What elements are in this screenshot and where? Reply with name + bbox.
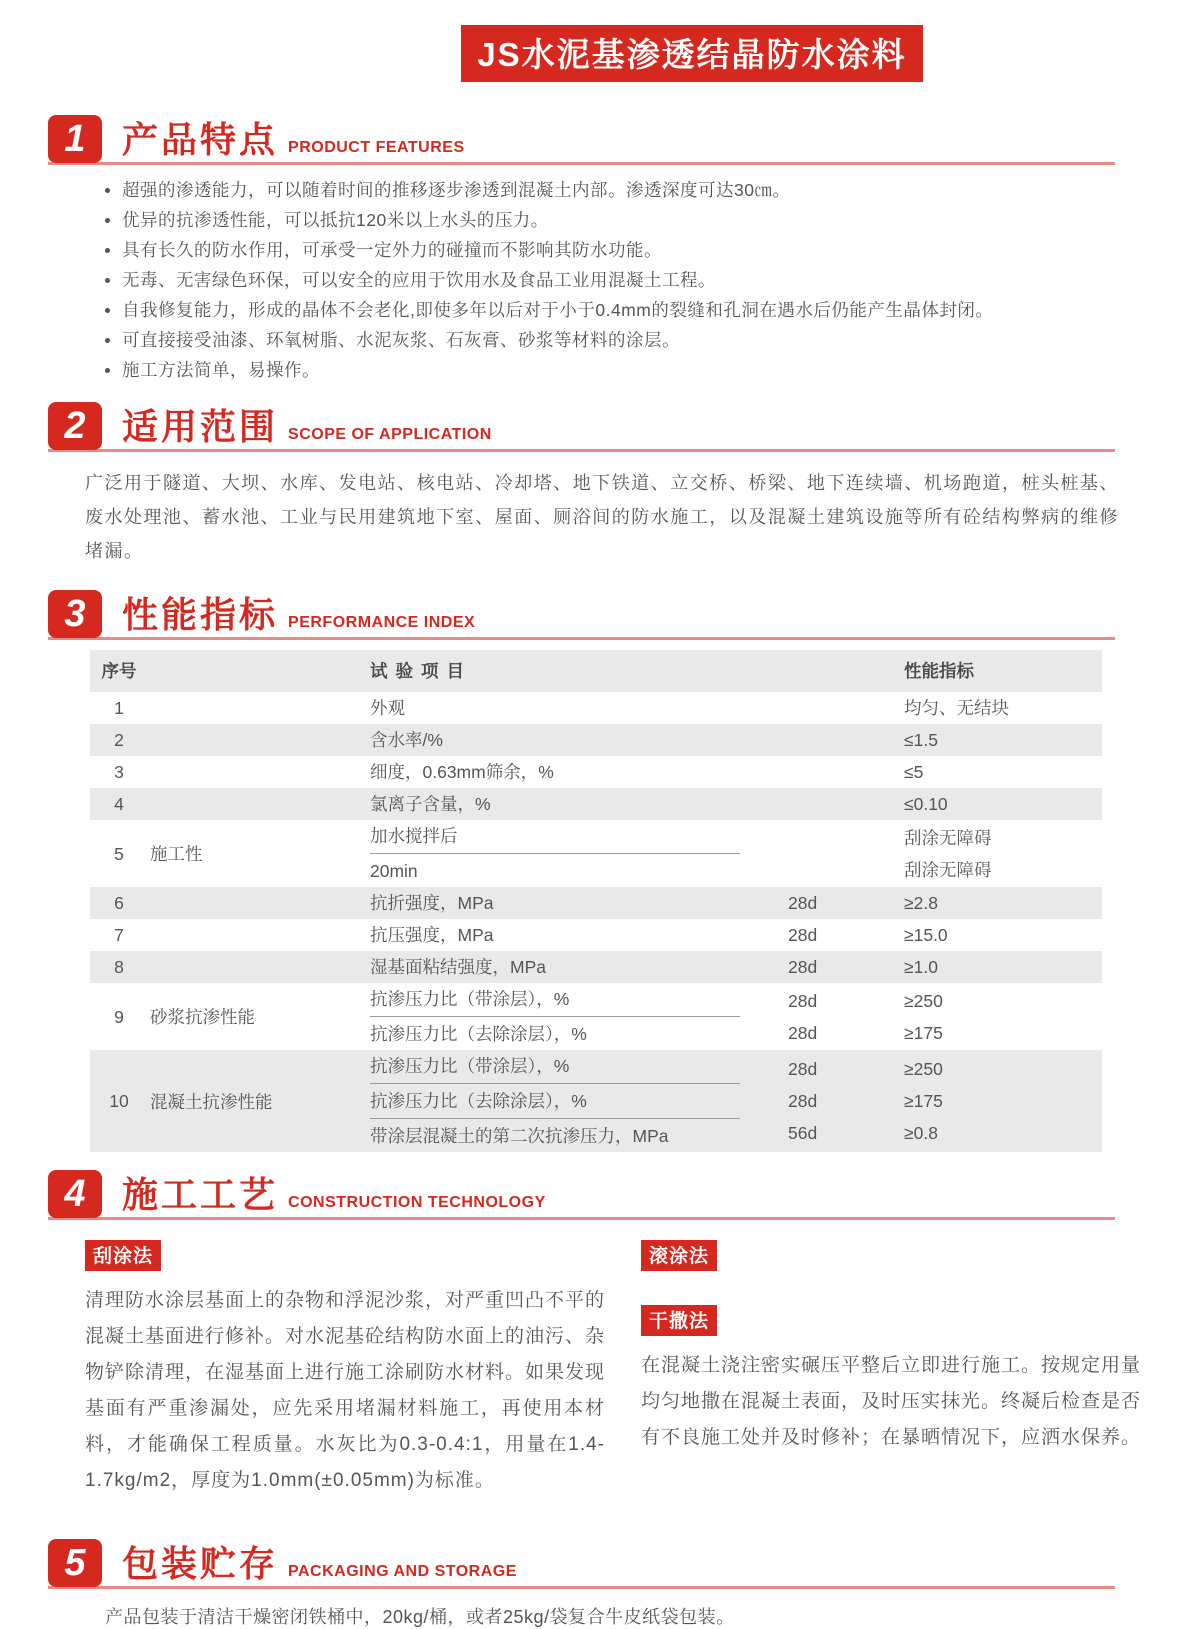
feature-bullet <box>105 299 1129 322</box>
header-cell-index: 性能指标 <box>904 661 974 681</box>
section-number: 1 <box>48 115 102 163</box>
section-title: 产品特点 <box>122 119 279 161</box>
cell-age <box>780 692 890 724</box>
cell-test-item: 加水搅拌后 20min <box>360 820 780 887</box>
section-header-product-features <box>48 115 1115 165</box>
section-number: 3 <box>48 590 102 638</box>
bullet-dot-icon <box>105 278 110 283</box>
cell-index: ≥1.0 <box>904 957 938 977</box>
feature-bullet <box>105 359 1129 382</box>
scrape-method-block <box>85 1240 605 1499</box>
table-row <box>90 756 1102 788</box>
table-row <box>90 951 1102 983</box>
cell-test-item: 抗压强度，MPa <box>370 925 494 945</box>
cell-test-item: 细度，0.63mm筛余，% <box>370 762 554 782</box>
section-number: 5 <box>48 1539 102 1587</box>
feature-bullet <box>105 329 1129 352</box>
section-subtitle: PACKAGING AND STORAGE <box>288 1563 517 1580</box>
section-subtitle: PRODUCT FEATURES <box>288 139 465 156</box>
bullet-dot-icon <box>105 188 110 193</box>
table-row <box>90 887 1102 919</box>
feature-bullet-text: 优异的抗渗透性能，可以抵抗120米以上水头的压力。 <box>122 210 549 230</box>
dry-method-badge: 干撒法 <box>641 1305 717 1336</box>
roll-method-badge: 滚涂法 <box>641 1240 717 1271</box>
table-row <box>90 820 1102 887</box>
cell-age <box>780 756 890 788</box>
table-header-row <box>90 650 1102 692</box>
construction-columns <box>85 1240 1141 1499</box>
cell-category: 混凝土抗渗性能 <box>150 1091 273 1112</box>
cell-test-item: 抗渗压力比（带涂层），% 抗渗压力比（去除涂层），% 带涂层混凝土的第二次抗渗压力，MPa <box>360 1050 780 1152</box>
roll-dry-method-block <box>641 1240 1141 1499</box>
feature-bullet-text: 施工方法简单，易操作。 <box>122 360 320 380</box>
cell-age: 28d <box>788 893 818 913</box>
section-subtitle: CONSTRUCTION TECHNOLOGY <box>288 1194 546 1211</box>
cell-index: ≥250 ≥175 <box>904 990 943 1043</box>
cell-test-item: 湿基面粘结强度，MPa <box>370 957 546 977</box>
item-divider <box>370 1118 740 1119</box>
section-title: 施工工艺 <box>122 1174 279 1216</box>
cell-test-item: 含水率/% <box>370 730 443 750</box>
feature-bullet-text: 无毒、无害绿色环保，可以安全的应用于饮用水及食品工业用混凝土工程。 <box>122 270 716 290</box>
scrape-method-text: 清理防水涂层基面上的杂物和浮泥沙浆，对严重凹凸不平的混凝土基面进行修补。对水泥基砼结构防水面上的油污、杂物铲除清理，在湿基面上进行施工涂刷防水材料。如果发现基面有严重渗漏处，应先采用堵漏材料施工，再使用本材料，才能确保工程质量。水灰比为0.3-0.4:1，用量在1.4-1.7kg/m2，厚度为1.0mm(±0.05mm)为标准。 <box>85 1290 606 1491</box>
bullet-dot-icon <box>105 248 110 253</box>
cell-no: 5 <box>114 843 124 864</box>
cell-test-item: 抗渗压力比（带涂层），% 抗渗压力比（去除涂层），% <box>360 983 780 1050</box>
section-title: 适用范围 <box>122 406 279 448</box>
table-row <box>90 788 1102 820</box>
cell-age <box>780 822 890 886</box>
cell-age: 28d <box>788 925 818 945</box>
feature-bullet <box>105 209 1129 232</box>
section-header-packaging <box>48 1539 1115 1589</box>
cell-no: 8 <box>114 957 124 977</box>
cell-category: 砂浆抗渗性能 <box>150 1007 255 1027</box>
section-subtitle: SCOPE OF APPLICATION <box>288 426 492 443</box>
section-number: 4 <box>48 1170 102 1218</box>
section-title: 性能指标 <box>122 594 279 636</box>
packaging-paragraph: 产品包装于清洁干燥密闭铁桶中，20kg/桶，或者25kg/袋复合牛皮纸袋包装。 <box>105 1607 735 1627</box>
cell-age <box>780 724 890 756</box>
cell-age: 28d <box>788 957 818 977</box>
section-header-performance <box>48 590 1115 640</box>
bullet-dot-icon <box>105 368 110 373</box>
cell-no: 10 <box>109 1091 129 1111</box>
feature-bullet-text: 超强的渗透能力，可以随着时间的推移逐步渗透到混凝土内部。渗透深度可达30㎝。 <box>122 180 791 200</box>
cell-age: 28d 28d <box>788 990 818 1043</box>
feature-bullet-list <box>105 179 1129 382</box>
cell-no: 1 <box>114 698 124 718</box>
cell-no: 3 <box>114 762 124 782</box>
feature-bullet-text: 可直接接受油漆、环氧树脂、水泥灰浆、石灰膏、砂浆等材料的涂层。 <box>122 330 680 350</box>
section-header-construction <box>48 1170 1115 1220</box>
table-row <box>90 1050 1102 1152</box>
header-cell-test-item: 试验项目 <box>370 661 472 681</box>
cell-no: 9 <box>114 1006 124 1027</box>
table-row <box>90 692 1102 724</box>
cell-no: 7 <box>114 925 124 945</box>
cell-index: ≤5 <box>904 762 924 782</box>
cell-test-item: 外观 <box>370 698 405 718</box>
cell-no: 2 <box>114 730 124 750</box>
cell-index: ≥250 ≥175 ≥0.8 <box>904 1059 943 1143</box>
scrape-method-badge: 刮涂法 <box>85 1240 161 1271</box>
header-cell-no: 序号 <box>101 661 137 681</box>
cell-no: 4 <box>114 794 124 814</box>
cell-index: 均匀、无结块 <box>904 698 1009 718</box>
cell-index: 刮涂无障碍 刮涂无障碍 <box>904 827 992 880</box>
cell-age: 28d 28d 56d <box>788 1059 818 1143</box>
section-subtitle: PERFORMANCE INDEX <box>288 614 476 631</box>
cell-index: ≥15.0 <box>904 925 948 945</box>
title-row <box>0 0 1189 82</box>
item-divider <box>370 853 740 854</box>
cell-age <box>780 788 890 820</box>
item-divider <box>370 1016 740 1017</box>
cell-no: 6 <box>114 893 124 913</box>
feature-bullet <box>105 179 1129 202</box>
table-row <box>90 983 1102 1050</box>
product-title-banner: JS水泥基渗透结晶防水涂料 <box>461 25 922 82</box>
cell-index: ≥2.8 <box>904 893 938 913</box>
bullet-dot-icon <box>105 338 110 343</box>
cell-category: 施工性 <box>150 844 203 864</box>
cell-test-item: 氯离子含量，% <box>370 794 491 814</box>
section-number: 2 <box>48 402 102 450</box>
table-row <box>90 724 1102 756</box>
item-divider <box>370 1083 740 1084</box>
bullet-dot-icon <box>105 218 110 223</box>
cell-index: ≤0.10 <box>904 794 948 814</box>
feature-bullet <box>105 269 1129 292</box>
cell-test-item: 抗折强度，MPa <box>370 893 494 913</box>
section-title: 包装贮存 <box>122 1543 279 1585</box>
bullet-dot-icon <box>105 308 110 313</box>
performance-table <box>90 650 1102 1152</box>
cell-index: ≤1.5 <box>904 730 938 750</box>
dry-method-text: 在混凝土浇注密实碾压平整后立即进行施工。按规定用量均匀地撒在混凝土表面，及时压实抹光。终凝后检查是否有不良施工处并及时修补；在暴晒情况下，应洒水保养。 <box>641 1355 1142 1448</box>
table-row <box>90 919 1102 951</box>
scope-paragraph: 广泛用于隧道、大坝、水库、发电站、核电站、冷却塔、地下铁道、立交桥、桥梁、地下连续墙、机场跑道，桩头桩基、废水处理池、蓄水池、工业与民用建筑地下室、屋面、厕浴间的防水施工，以及混凝土建筑设施等所有砼结构弊病的维修堵漏。 <box>85 473 1119 561</box>
feature-bullet <box>105 239 1129 262</box>
feature-bullet-text: 具有长久的防水作用，可承受一定外力的碰撞而不影响其防水功能。 <box>122 240 662 260</box>
section-header-scope <box>48 402 1115 452</box>
feature-bullet-text: 自我修复能力，形成的晶体不会老化,即使多年以后对于小于0.4mm的裂缝和孔洞在遇水后仍能产生晶体封闭。 <box>122 300 994 320</box>
